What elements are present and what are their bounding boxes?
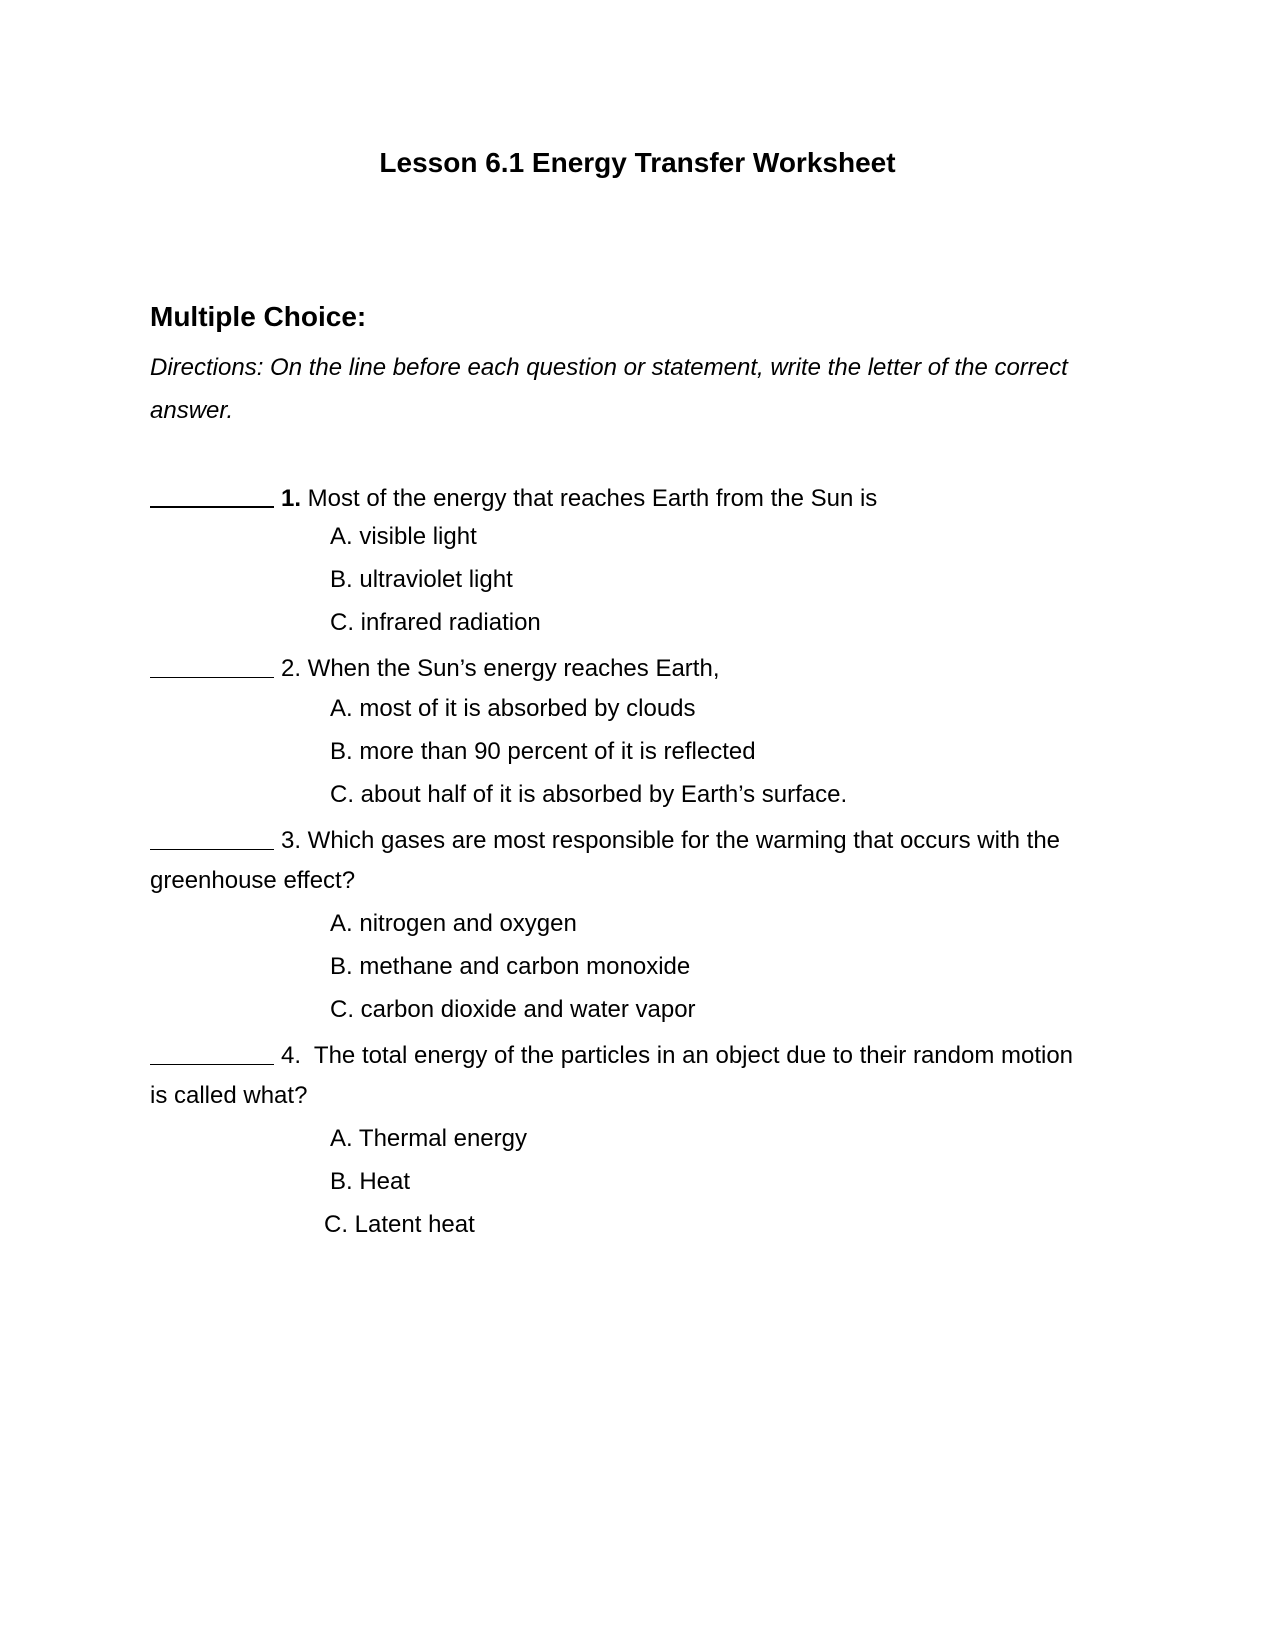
question-2-option-b: B. more than 90 percent of it is reflected [330,738,756,765]
directions-text: Directions: On the line before each question or statement, write the letter of the correct answer. [150,354,1068,424]
question-3-text: Which gases are most responsible for the warming that occurs with the [301,827,1061,854]
answer-blank-3[interactable] [150,825,274,850]
question-1-option-b: B. ultraviolet light [330,566,513,593]
question-2 [150,651,719,684]
question-4-number: 4. [281,1042,302,1069]
section-heading: Multiple Choice: [150,301,367,332]
question-1 [150,480,877,514]
question-3-option-c: C. carbon dioxide and water vapor [330,996,696,1023]
question-3-text-continued: greenhouse effect? [150,867,356,894]
answer-blank-2[interactable] [150,653,274,678]
question-4 [150,1038,1073,1071]
question-3-option-a: A. nitrogen and oxygen [330,910,577,937]
question-4-text-continued: is called what? [150,1082,308,1109]
question-2-text: When the Sun’s energy reaches Earth, [301,655,720,682]
question-1-text: Most of the energy that reaches Earth from the Sun is [301,485,878,512]
question-1-option-c: C. infrared radiation [330,609,541,636]
question-2-number: 2. [281,655,302,682]
question-1-option-a: A. visible light [330,523,477,550]
question-4-option-c: C. Latent heat [324,1211,475,1238]
page-title: Lesson 6.1 Energy Transfer Worksheet [379,147,896,178]
answer-blank-1[interactable] [150,482,274,508]
question-1-number: 1. [281,485,302,512]
answer-blank-4[interactable] [150,1040,274,1065]
question-3-number: 3. [281,827,302,854]
question-2-option-c: C. about half of it is absorbed by Earth’s surface. [330,781,848,808]
question-2-option-a: A. most of it is absorbed by clouds [330,695,696,722]
question-4-option-b: B. Heat [330,1168,411,1195]
question-4-option-a: A. Thermal energy [330,1125,527,1152]
question-3-option-b: B. methane and carbon monoxide [330,953,691,980]
question-3 [150,823,1060,856]
question-4-text: The total energy of the particles in an object due to their random motion [301,1042,1074,1069]
